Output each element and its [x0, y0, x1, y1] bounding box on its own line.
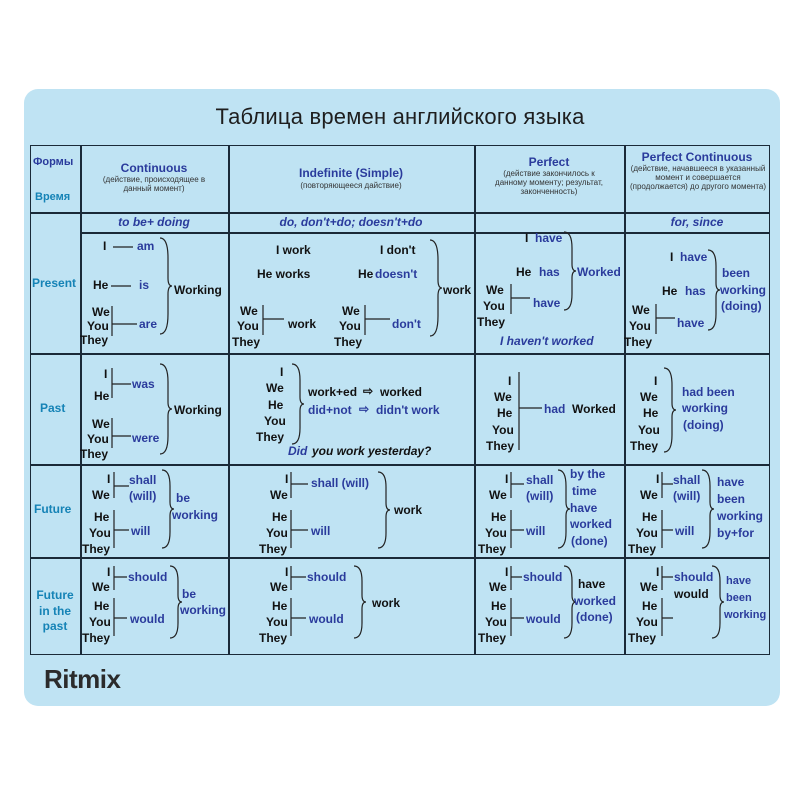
verb-have: have [535, 231, 563, 245]
formula-indefinite: do, don't+do; doesn't+do [279, 215, 423, 229]
table-divider [80, 232, 770, 234]
verb-done: (done) [571, 534, 608, 548]
verb-worked: Worked [577, 265, 621, 279]
pronoun: You [87, 432, 109, 446]
pronoun: We [640, 488, 658, 502]
verb-shall: shall [526, 473, 554, 487]
verb-worked: worked [570, 517, 613, 531]
verb-have: have [677, 316, 705, 330]
pronoun: He [358, 267, 374, 281]
pronoun: You [89, 615, 111, 629]
past-didnt-work: didn't work [376, 403, 440, 417]
table-divider [474, 145, 476, 655]
verb-has: has [685, 284, 706, 298]
present-doesnt: doesn't [375, 267, 418, 281]
pronoun: You [264, 414, 286, 428]
verb-been: been [726, 592, 752, 604]
pronoun: I [280, 365, 284, 379]
pronoun: He [94, 510, 110, 524]
pronoun: He [94, 389, 110, 403]
pronoun: You [636, 615, 658, 629]
verb-working: working [717, 509, 764, 523]
pronoun: You [89, 526, 111, 540]
pronoun: I [654, 374, 658, 388]
pronoun: He [662, 284, 678, 298]
past-did-not: did+not [308, 403, 352, 417]
pronoun: They [259, 631, 288, 645]
pronoun: He [491, 510, 507, 524]
verb-would: would [130, 612, 165, 626]
pronoun: They [478, 631, 507, 645]
verb-working: Working [174, 283, 222, 297]
present-work: work [288, 317, 317, 331]
pronoun: He [491, 599, 507, 613]
pronoun: You [339, 319, 361, 333]
tense-future: Future [34, 502, 72, 516]
verb-time: time [572, 484, 597, 498]
arrow-icon: ⇨ [359, 402, 370, 416]
verb-been: been [722, 266, 751, 280]
present-i-work: I work [276, 243, 311, 257]
pronoun: They [628, 542, 657, 556]
pronoun: He [642, 599, 658, 613]
table-divider [30, 212, 770, 214]
pronoun: You [492, 423, 514, 437]
verb-has: has [539, 265, 560, 279]
verb-should: should [307, 570, 347, 584]
verb-working: working [172, 508, 219, 522]
verb-have: have [570, 501, 598, 515]
verb-work: work [394, 503, 423, 517]
tense-past: Past [40, 401, 66, 415]
pronoun: They [80, 333, 109, 347]
pronoun: We [266, 381, 284, 395]
verb-have: have [533, 296, 561, 310]
pronoun: I [107, 472, 111, 486]
verb-have: have [680, 250, 708, 264]
pronoun: You [485, 615, 507, 629]
pronoun: We [489, 580, 507, 594]
pronoun: I [104, 367, 108, 381]
past-question: you work yesterday? [312, 444, 432, 458]
pronoun: They [477, 315, 506, 329]
pronoun: I [656, 472, 660, 486]
verb-should: should [674, 570, 714, 584]
pronoun: We [92, 305, 110, 319]
pronoun: You [266, 615, 288, 629]
corner-time: Время [35, 191, 71, 203]
pronoun: I [285, 565, 289, 579]
verb-should: should [128, 570, 168, 584]
verb-been: been [717, 492, 746, 506]
pronoun: You [636, 526, 658, 540]
arrow-icon: ⇨ [363, 384, 374, 398]
verb-are: are [139, 317, 158, 331]
tense-future-in-past: Future in the past [36, 588, 74, 634]
table-divider [30, 353, 770, 355]
verb-should: should [523, 570, 563, 584]
verb-had-been: had been [682, 385, 735, 399]
header-perfect-continuous-desc: (действие, начавшееся в указанный момент и совершается (продолжается) до другого момента) [629, 164, 767, 192]
verb-working: working [682, 401, 729, 415]
tense-present: Present [32, 276, 77, 290]
present-perfect-negative: I haven't worked [500, 334, 594, 348]
pronoun: You [237, 319, 259, 333]
verb-be: be [182, 587, 197, 601]
pronoun: I [103, 239, 107, 253]
table-divider [30, 464, 770, 466]
past-work-ed: work+ed [308, 385, 358, 399]
pronoun: He [497, 406, 513, 420]
verb-working: Working [174, 403, 222, 417]
pronoun: They [630, 439, 659, 453]
verb-shall-will: shall (will) [311, 476, 370, 490]
pronoun: I [107, 565, 111, 579]
verb-will: will [131, 524, 151, 538]
verb-will-parenthesis: (will) [129, 489, 157, 503]
verb-would: would [526, 612, 561, 626]
verb-working: working [180, 603, 227, 617]
header-perfect: Perfect [528, 155, 570, 169]
verb-is: is [139, 278, 150, 292]
verb-working: working [720, 283, 767, 297]
pronoun: I [508, 374, 512, 388]
pronoun: They [628, 631, 657, 645]
formula-perfect-continuous: for, since [670, 215, 724, 229]
pronoun: They [82, 631, 111, 645]
pronoun: We [494, 390, 512, 404]
pronoun: We [92, 417, 110, 431]
pronoun: You [638, 423, 660, 437]
pronoun: We [240, 304, 258, 318]
verb-doing: (doing) [721, 299, 762, 313]
pronoun: We [640, 580, 658, 594]
verb-have: have [726, 575, 752, 587]
logo-text: Ritmix [44, 664, 121, 694]
pronoun: They [478, 542, 507, 556]
pronoun: You [483, 299, 505, 313]
verb-was: was [132, 377, 155, 391]
pronoun: We [486, 283, 504, 297]
pronoun: I [505, 472, 509, 486]
pronoun: They [232, 335, 261, 349]
pronoun: He [94, 599, 110, 613]
pronoun: We [342, 304, 360, 318]
verb-have: have [578, 577, 606, 591]
pronoun: You [629, 319, 651, 333]
pronoun: We [270, 488, 288, 502]
page-title: Таблица времен английского языка [215, 104, 585, 129]
pronoun: He [272, 510, 288, 524]
pronoun: They [256, 430, 285, 444]
verb-by-the: by the [570, 467, 606, 481]
verb-worked: worked [574, 594, 617, 608]
header-continuous-desc: (действие, происходящее в данный момент) [102, 175, 206, 194]
pronoun: I [656, 565, 660, 579]
verb-be: be [176, 491, 191, 505]
present-dont: don't [392, 317, 421, 331]
pronoun: They [486, 439, 515, 453]
pronoun: You [266, 526, 288, 540]
verb-working: working [724, 609, 767, 621]
pronoun: They [259, 542, 288, 556]
header-perfect-desc: (действие закончилось к данному моменту; результат, законченность) [495, 169, 603, 197]
pronoun: We [632, 303, 650, 317]
verb-am: am [137, 239, 155, 253]
pronoun: They [82, 542, 111, 556]
pronoun: They [624, 335, 653, 349]
verb-will-parenthesis: (will) [673, 489, 701, 503]
verb-worked: Worked [572, 402, 616, 416]
past-question-did: Did [288, 444, 308, 458]
present-work2: work [443, 283, 472, 297]
verb-will: will [675, 524, 695, 538]
corner-forms: Формы [33, 156, 74, 168]
present-he-works: He works [257, 267, 311, 281]
verb-will-parenthesis: (will) [526, 489, 554, 503]
pronoun: They [334, 335, 363, 349]
verb-shall: shall [129, 473, 157, 487]
pronoun: I [670, 250, 674, 264]
past-worked: worked [380, 385, 423, 399]
pronoun: He [93, 278, 109, 292]
pronoun: He [268, 398, 284, 412]
header-continuous: Continuous [120, 161, 188, 175]
pronoun: We [92, 580, 110, 594]
pronoun: They [80, 447, 109, 461]
verb-had: had [544, 402, 566, 416]
pronoun: We [640, 390, 658, 404]
pronoun: We [92, 488, 110, 502]
verb-will: will [526, 524, 546, 538]
pronoun: He [272, 599, 288, 613]
pronoun: He [516, 265, 532, 279]
pronoun: I [505, 565, 509, 579]
verb-by-for: by+for [717, 526, 755, 540]
table-divider [30, 557, 770, 559]
verb-doing: (doing) [683, 418, 724, 432]
verb-have: have [717, 475, 745, 489]
header-indefinite-desc: (повторяющееся дайствие) [300, 181, 402, 190]
verb-shall: shall [673, 473, 701, 487]
verb-would: would [309, 612, 344, 626]
verb-will: will [311, 524, 331, 538]
pronoun: You [87, 319, 109, 333]
header-perfect-continuous: Perfect Continuous [641, 150, 753, 164]
pronoun: I [525, 231, 529, 245]
pronoun: I [285, 472, 289, 486]
pronoun: We [489, 488, 507, 502]
formula-continuous: to be+ doing [118, 215, 190, 229]
ritmix-logo [44, 664, 120, 695]
present-i-dont: I don't [380, 243, 416, 257]
pronoun: He [642, 510, 658, 524]
verb-were: were [132, 431, 160, 445]
verb-done: (done) [576, 610, 613, 624]
verb-would: would [674, 587, 709, 601]
pronoun: He [643, 406, 659, 420]
header-indefinite: Indefinite (Simple) [298, 166, 403, 180]
verb-work: work [372, 596, 401, 610]
pronoun: You [485, 526, 507, 540]
pronoun: We [270, 580, 288, 594]
